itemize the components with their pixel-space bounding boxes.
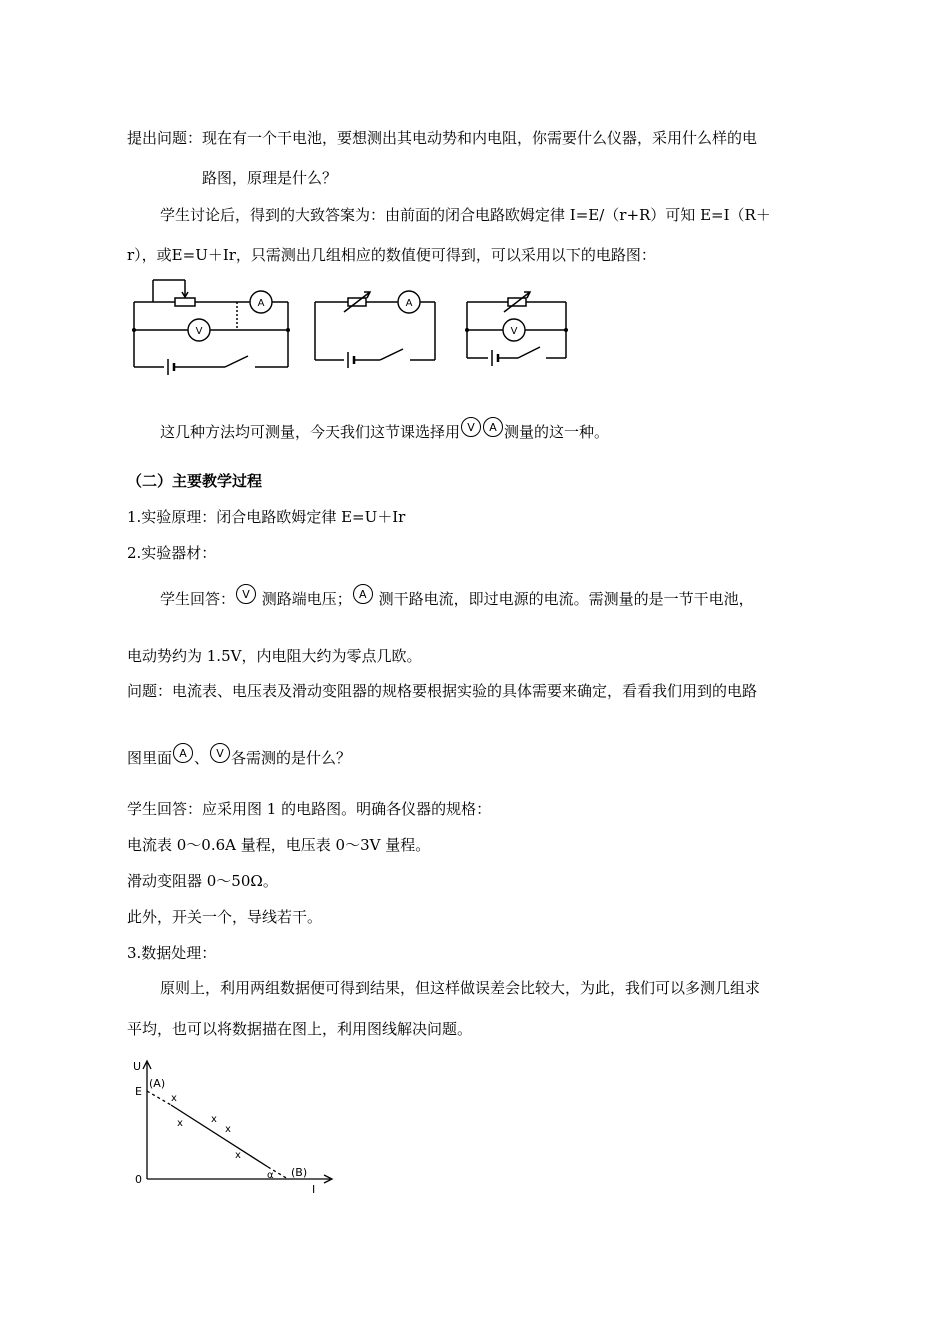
- method-choice-line: 这几种方法均可测量，今天我们这节课选择用 V A 测量的这一种。: [160, 417, 609, 442]
- question-2-line-1: 问题：电流表、电压表及滑动变阻器的规格要根据实验的具体需要来确定，看看我们用到的电路: [127, 682, 758, 700]
- ammeter-icon: A: [353, 584, 373, 604]
- item-data-processing: 3.数据处理：: [127, 944, 217, 962]
- svg-text:(A): (A): [149, 1077, 166, 1090]
- svg-text:A: A: [405, 298, 413, 309]
- question-line-2: 路图，原理是什么？: [202, 169, 338, 187]
- question-2-line-2: 图里面 A 、 V 各需测的是什么？: [127, 743, 351, 768]
- svg-text:E: E: [135, 1085, 142, 1098]
- svg-text:I: I: [312, 1183, 316, 1195]
- ammeter-icon: A: [483, 417, 503, 437]
- svg-text:(B): (B): [291, 1166, 308, 1179]
- item-principle: 1.实验原理：闭合电路欧姆定律 E=U＋Ir: [127, 508, 406, 526]
- spec-meters: 电流表 0～0.6A 量程，电压表 0～3V 量程。: [127, 836, 431, 854]
- svg-text:0: 0: [135, 1173, 142, 1186]
- svg-text:A: A: [257, 298, 265, 309]
- data-point: x: [225, 1124, 231, 1135]
- spec-rheostat: 滑动变阻器 0～50Ω。: [127, 872, 278, 890]
- data-point: x: [211, 1114, 217, 1125]
- answer-1-line-2: 电动势约为 1.5V，内电阻大约为零点几欧。: [127, 647, 422, 665]
- section-heading: （二）主要教学过程: [127, 472, 263, 490]
- u-i-graph: [125, 1055, 335, 1195]
- data-paragraph-line-1: 原则上，利用两组数据便可得到结果，但这样做误差会比较大，为此，我们可以多测几组求: [160, 979, 761, 997]
- answer-1-line-1: 学生回答： V 测路端电压； A 测干路电流，即过电源的电流。需测量的是一节干电池，: [160, 584, 754, 609]
- discussion-line-1: 学生讨论后，得到的大致答案为：由前面的闭合电路欧姆定律 I=E/（r+R）可知 E=I（R＋: [160, 206, 771, 224]
- question-line-1: 提出问题：现在有一个干电池，要想测出其电动势和内电阻，你需要什么仪器，采用什么样的电: [127, 129, 758, 147]
- svg-text:V: V: [195, 326, 203, 337]
- data-paragraph-line-2: 平均，也可以将数据描在图上，利用图线解决问题。: [127, 1020, 473, 1038]
- svg-text:V: V: [510, 326, 518, 337]
- voltmeter-icon: V: [461, 417, 481, 437]
- answer-2: 学生回答：应采用图 1 的电路图。明确各仪器的规格：: [127, 800, 492, 818]
- voltmeter-icon: V: [236, 584, 256, 604]
- data-point: x: [235, 1150, 241, 1161]
- voltmeter-icon: V: [210, 743, 230, 763]
- data-point: x: [171, 1093, 177, 1104]
- discussion-line-2: r），或E=U＋Ir，只需测出几组相应的数值便可得到，可以采用以下的电路图：: [127, 246, 656, 264]
- item-equipment: 2.实验器材：: [127, 544, 217, 562]
- extrapolation-upper: [147, 1091, 171, 1105]
- svg-text:U: U: [133, 1060, 142, 1073]
- svg-text:α: α: [267, 1170, 274, 1181]
- data-point: x: [177, 1118, 183, 1129]
- fit-line: [171, 1105, 268, 1167]
- spec-other: 此外，开关一个，导线若干。: [127, 908, 323, 926]
- ammeter-icon: A: [173, 743, 193, 763]
- circuit-diagrams: [120, 272, 590, 382]
